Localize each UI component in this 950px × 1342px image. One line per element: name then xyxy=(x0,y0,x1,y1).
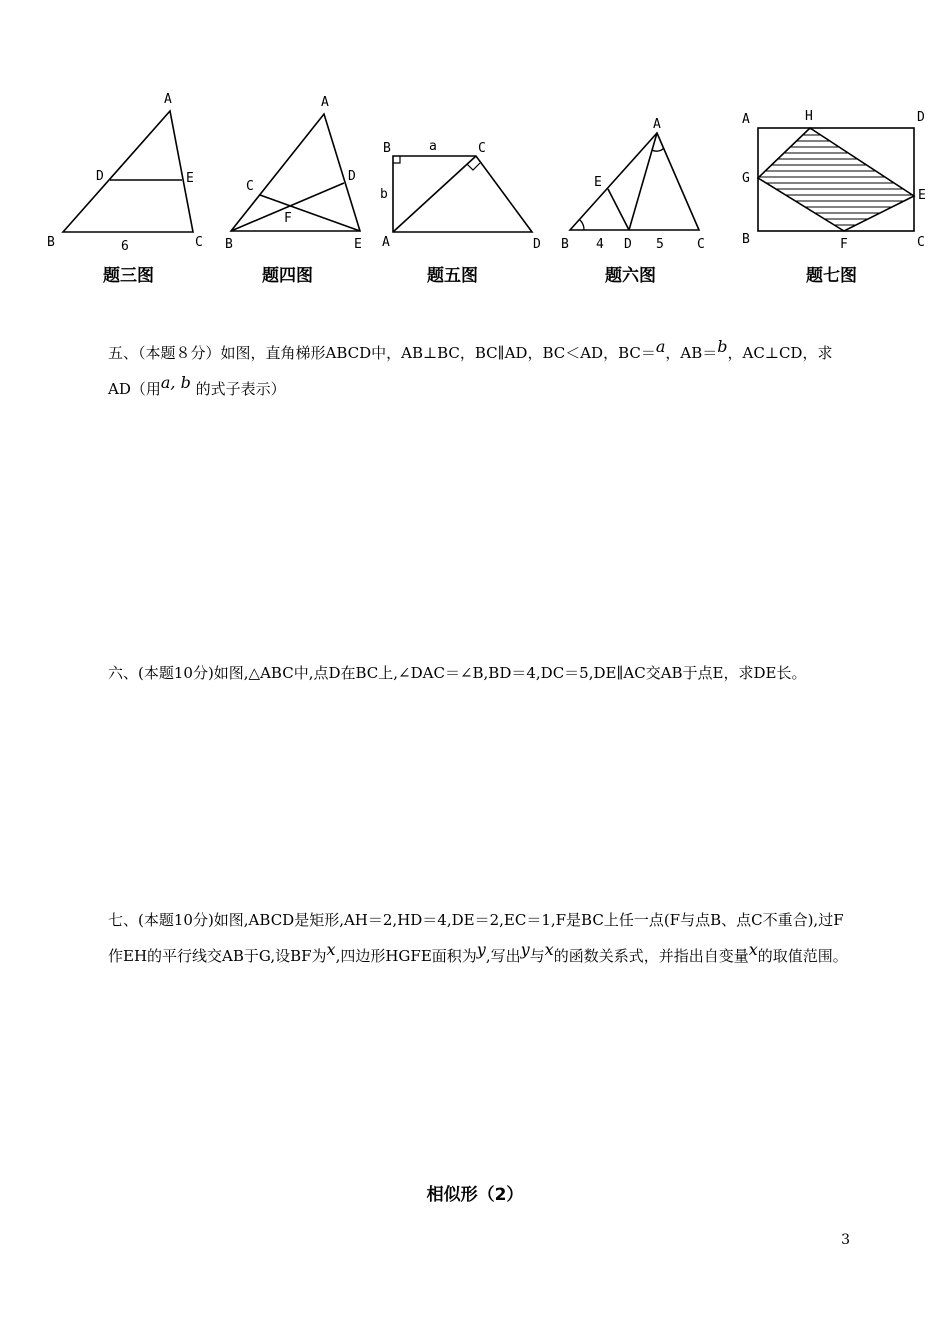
figure-5 xyxy=(393,156,532,232)
fig5-right-angle-b xyxy=(393,156,400,163)
fig5-right-angle-c xyxy=(467,163,480,170)
page-number: 3 xyxy=(841,1232,850,1248)
fig3-label-6: 6 xyxy=(121,239,129,254)
figure-4 xyxy=(231,114,360,231)
fig5-segment-ac xyxy=(393,156,476,232)
fig3-label-d: D xyxy=(96,169,104,184)
fig3-triangle-abc xyxy=(63,111,193,232)
fig3-label-a: A xyxy=(164,92,172,107)
fig4-label-f: F xyxy=(284,211,292,226)
fig6-label-c: C xyxy=(697,237,705,252)
fig4-caption: 题四图 xyxy=(262,266,313,286)
problem-5 xyxy=(108,332,848,404)
fig6-caption: 题六图 xyxy=(605,266,656,286)
fig4-label-e: E xyxy=(354,237,362,252)
problem-7 xyxy=(108,905,848,971)
fig3-label-e: E xyxy=(186,171,194,186)
fig4-triangle-abe xyxy=(231,114,360,231)
fig6-angle-dac xyxy=(652,148,664,151)
fig7-label-a: A xyxy=(742,112,750,127)
fig6-label-b: B xyxy=(561,237,569,252)
fig5-label-a: A xyxy=(382,235,390,250)
problem-6-text: 六、(本题10分)如图,△ABC中,点D在BC上,∠DAC＝∠B,BD＝4,DC＝5,DE∥AC交AB于点E，求DE长。 xyxy=(108,664,807,682)
fig5-label-a-side: a xyxy=(429,139,437,154)
fig6-angle-b xyxy=(580,220,584,230)
fig6-label-d: D xyxy=(624,237,632,252)
figure-3 xyxy=(63,111,193,232)
fig6-label-a: A xyxy=(653,117,661,132)
fig7-label-c: C xyxy=(917,235,925,250)
fig7-label-h: H xyxy=(805,109,813,124)
fig7-label-b: B xyxy=(742,232,750,247)
fig4-label-d: D xyxy=(348,169,356,184)
fig7-label-e: E xyxy=(918,188,926,203)
fig4-label-b: B xyxy=(225,237,233,252)
fig3-label-c: C xyxy=(195,235,203,250)
problem-5-text: 五、（本题８分）如图，直角梯形ABCD中，AB⊥BC，BC∥AD，BC＜AD，BC＝a，AB＝b，AC⊥CD，求AD（用a, b 的式子表示） xyxy=(108,337,833,398)
figure-7 xyxy=(758,128,914,231)
fig6-label-e: E xyxy=(594,175,602,190)
fig7-label-g: G xyxy=(742,171,750,186)
problem-6 xyxy=(108,658,848,688)
fig5-label-d: D xyxy=(533,237,541,252)
fig5-caption: 题五图 xyxy=(427,266,478,286)
fig5-label-c: C xyxy=(478,141,486,156)
problem-7-text: 七、(本题10分)如图,ABCD是矩形,AH＝2,HD＝4,DE＝2,EC＝1,F是BC上任一点(F与点B、点C不重合),过F作EH的平行线交AB于G,设BF为x,四边形HGFE面积为y,写出y与x的函数关系式，并指出自变量x的取值范围。 xyxy=(108,911,848,965)
fig3-label-b: B xyxy=(47,235,55,250)
fig7-label-d: D xyxy=(917,110,925,125)
figure-6 xyxy=(570,133,699,230)
fig5-label-b-side: b xyxy=(380,187,388,202)
fig7-caption: 题七图 xyxy=(806,266,857,286)
fig3-caption: 题三图 xyxy=(103,266,154,286)
fig7-quadrilateral-hgfe xyxy=(758,128,914,231)
fig6-triangle-abc xyxy=(570,133,699,230)
fig6-label-4: 4 xyxy=(596,237,604,252)
fig4-label-a: A xyxy=(321,95,329,110)
section-title: 相似形（2） xyxy=(426,1185,524,1205)
fig7-label-f: F xyxy=(840,237,848,252)
fig5-label-b: B xyxy=(383,141,391,156)
figures-row xyxy=(0,0,950,300)
fig6-segment-de xyxy=(608,189,629,230)
fig4-label-c: C xyxy=(246,179,254,194)
fig6-label-5: 5 xyxy=(656,237,664,252)
